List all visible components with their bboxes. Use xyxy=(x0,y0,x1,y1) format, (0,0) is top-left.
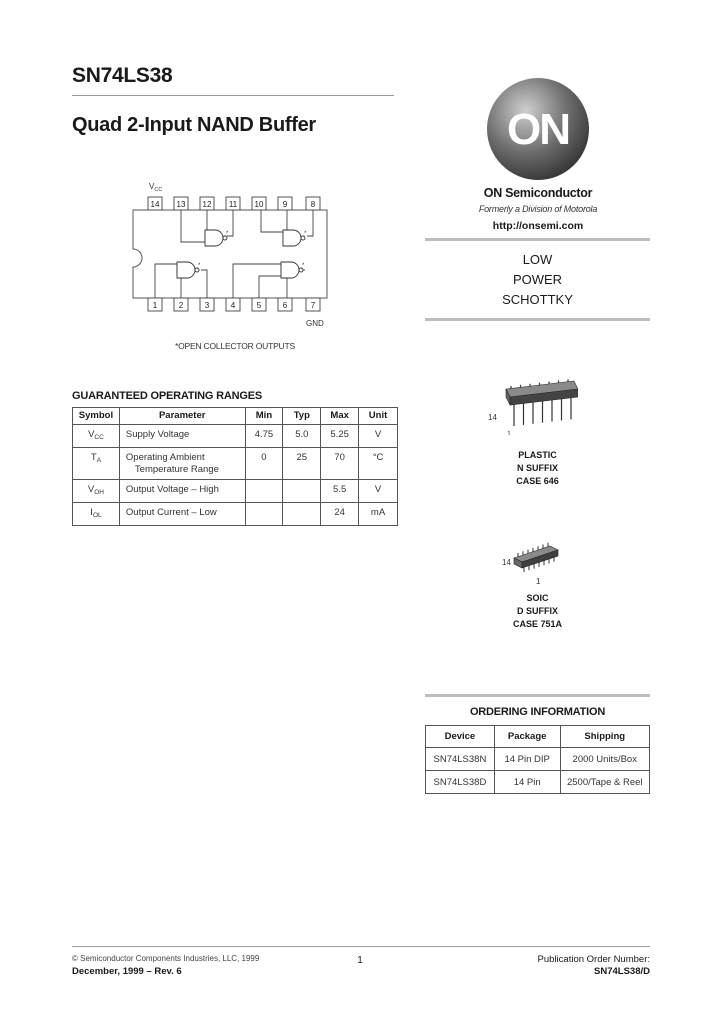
package-cell: 14 Pin xyxy=(494,771,560,794)
nand-gates xyxy=(177,230,305,278)
top-pin-10 xyxy=(252,197,266,210)
package-line: D SUFFIX xyxy=(516,606,558,616)
top-pin-11 xyxy=(226,197,240,210)
footer-divider xyxy=(72,946,650,947)
column-header: Shipping xyxy=(560,726,650,748)
family-divider-top xyxy=(425,238,650,241)
min-cell: 0 xyxy=(245,448,283,480)
package-line: PLASTIC xyxy=(518,450,557,460)
package-line: CASE 751A xyxy=(512,619,563,629)
svg-text:5: 5 xyxy=(256,301,262,310)
nand-gate-2 xyxy=(283,230,305,246)
svg-text:4: 4 xyxy=(230,301,236,310)
shipping-cell: 2500/Tape & Reel xyxy=(560,771,650,794)
svg-text:8: 8 xyxy=(310,200,316,209)
dip-pin1-label: 1 xyxy=(507,431,511,435)
typ-cell xyxy=(283,503,321,526)
publication-order-number: SN74LS38/D xyxy=(594,966,650,977)
soic-package-illustration xyxy=(500,538,570,586)
dip-pin14-label: 14 xyxy=(488,413,497,422)
copyright-notice: © Semiconductor Components Industries, LLC, 1999 xyxy=(72,954,260,963)
bottom-pin-row xyxy=(148,298,320,311)
bottom-pin-2 xyxy=(174,298,188,311)
open-collector-mark-1: * xyxy=(226,231,229,237)
svg-text:2: 2 xyxy=(178,301,184,310)
vcc-label: $V_{CC}$ xyxy=(149,182,163,193)
max-cell: 5.25 xyxy=(321,425,359,448)
device-cell: SN74LS38D xyxy=(426,771,495,794)
column-header: Symbol xyxy=(73,408,120,425)
svg-text:3: 3 xyxy=(204,301,210,310)
bottom-pin-1 xyxy=(148,298,162,311)
table-row xyxy=(73,480,398,503)
column-header: Package xyxy=(494,726,560,748)
unit-cell: °C xyxy=(359,448,398,480)
gate-wiring xyxy=(155,210,313,298)
page-number: 1 xyxy=(357,955,363,966)
table-header-row xyxy=(73,408,398,425)
svg-text:11: 11 xyxy=(228,200,238,209)
package-line: N SUFFIX xyxy=(516,463,558,473)
max-cell: 70 xyxy=(321,448,359,480)
parameter-cell: Output Voltage – High xyxy=(119,480,245,503)
column-header: Typ xyxy=(283,408,321,425)
svg-text:9: 9 xyxy=(282,200,288,209)
column-header: Device xyxy=(426,726,495,748)
revision-date: December, 1999 – Rev. 6 xyxy=(72,966,182,977)
pinout-diagram xyxy=(125,180,335,350)
package-line: SOIC xyxy=(526,593,549,603)
unit-cell: mA xyxy=(359,503,398,526)
logo-text: ON xyxy=(507,105,569,154)
column-header: Unit xyxy=(359,408,398,425)
bottom-pin-5 xyxy=(252,298,266,311)
title-divider xyxy=(72,95,394,96)
nand-gate-3 xyxy=(177,262,199,278)
min-cell xyxy=(245,503,283,526)
logic-family-label xyxy=(425,250,650,310)
symbol-cell: $T_A$ xyxy=(73,448,120,480)
top-pin-14 xyxy=(148,197,162,210)
open-collector-note: *OPEN COLLECTOR OUTPUTS xyxy=(175,341,295,351)
column-header: Parameter xyxy=(119,408,245,425)
family-line: SCHOTTKY xyxy=(502,292,573,307)
column-header: Max xyxy=(321,408,359,425)
part-number-title: SN74LS38 xyxy=(72,64,173,87)
open-collector-mark-3: * xyxy=(198,263,201,269)
ordering-information-table xyxy=(425,725,650,794)
soic-pin14-label: 14 xyxy=(502,558,511,567)
parameter-cell: Operating Ambient Temperature Range xyxy=(119,448,245,480)
operating-ranges-heading: GUARANTEED OPERATING RANGES xyxy=(72,390,262,402)
typ-cell xyxy=(283,480,321,503)
svg-text:1: 1 xyxy=(152,301,158,310)
max-cell: 24 xyxy=(321,503,359,526)
min-cell xyxy=(245,480,283,503)
top-pin-12 xyxy=(200,197,214,210)
svg-text:14: 14 xyxy=(150,200,160,209)
device-cell: SN74LS38N xyxy=(426,748,495,771)
package-cell: 14 Pin DIP xyxy=(494,748,560,771)
bottom-pin-7 xyxy=(306,298,320,311)
top-pin-9 xyxy=(278,197,292,210)
table-header-row xyxy=(426,726,650,748)
website-link[interactable]: http://onsemi.com xyxy=(492,220,584,232)
top-pin-row xyxy=(148,197,320,210)
typ-cell: 5.0 xyxy=(283,425,321,448)
table-row xyxy=(426,748,650,771)
unit-cell: V xyxy=(359,425,398,448)
gnd-label: GND xyxy=(306,319,324,328)
column-header: Min xyxy=(245,408,283,425)
symbol-cell: $V_{CC}$ xyxy=(73,425,120,448)
open-collector-mark-4: * xyxy=(302,263,305,269)
table-row xyxy=(73,448,398,480)
max-cell: 5.5 xyxy=(321,480,359,503)
table-row xyxy=(426,771,650,794)
on-semiconductor-logo xyxy=(486,77,590,181)
soic-package-label xyxy=(480,592,595,631)
nand-gate-4 xyxy=(281,262,303,278)
package-outline xyxy=(133,210,327,298)
family-line: LOW xyxy=(522,252,553,267)
ordering-information-heading: ORDERING INFORMATION xyxy=(469,706,606,718)
symbol-cell: $V_{OH}$ xyxy=(73,480,120,503)
device-description-title: Quad 2-Input NAND Buffer xyxy=(72,114,316,136)
bottom-pin-6 xyxy=(278,298,292,311)
publication-order-label: Publication Order Number: xyxy=(537,954,650,965)
bottom-pin-4 xyxy=(226,298,240,311)
svg-text:10: 10 xyxy=(254,200,264,209)
table-row xyxy=(73,425,398,448)
min-cell: 4.75 xyxy=(245,425,283,448)
svg-text:7: 7 xyxy=(310,301,316,310)
family-line: POWER xyxy=(512,272,563,287)
svg-text:12: 12 xyxy=(202,200,212,209)
operating-ranges-table xyxy=(72,407,398,526)
nand-gate-1 xyxy=(205,230,227,246)
ordering-divider xyxy=(425,694,650,697)
company-name: ON Semiconductor xyxy=(483,186,593,200)
svg-text:6: 6 xyxy=(282,301,288,310)
dip-package-illustration xyxy=(488,375,578,435)
top-pin-8 xyxy=(306,197,320,210)
bottom-pin-3 xyxy=(200,298,214,311)
parameter-cell: Supply Voltage xyxy=(119,425,245,448)
top-pin-13 xyxy=(174,197,188,210)
shipping-cell: 2000 Units/Box xyxy=(560,748,650,771)
unit-cell: V xyxy=(359,480,398,503)
dip-package-label xyxy=(480,449,595,488)
soic-pin1-label: 1 xyxy=(536,577,541,586)
family-divider-bottom xyxy=(425,318,650,321)
open-collector-mark-2: * xyxy=(304,231,307,237)
typ-cell: 25 xyxy=(283,448,321,480)
package-line: CASE 646 xyxy=(516,476,559,486)
svg-text:13: 13 xyxy=(176,200,186,209)
table-row xyxy=(73,503,398,526)
symbol-cell: $I_{OL}$ xyxy=(73,503,120,526)
parameter-cell: Output Current – Low xyxy=(119,503,245,526)
company-tagline: Formerly a Division of Motorola xyxy=(478,204,598,214)
